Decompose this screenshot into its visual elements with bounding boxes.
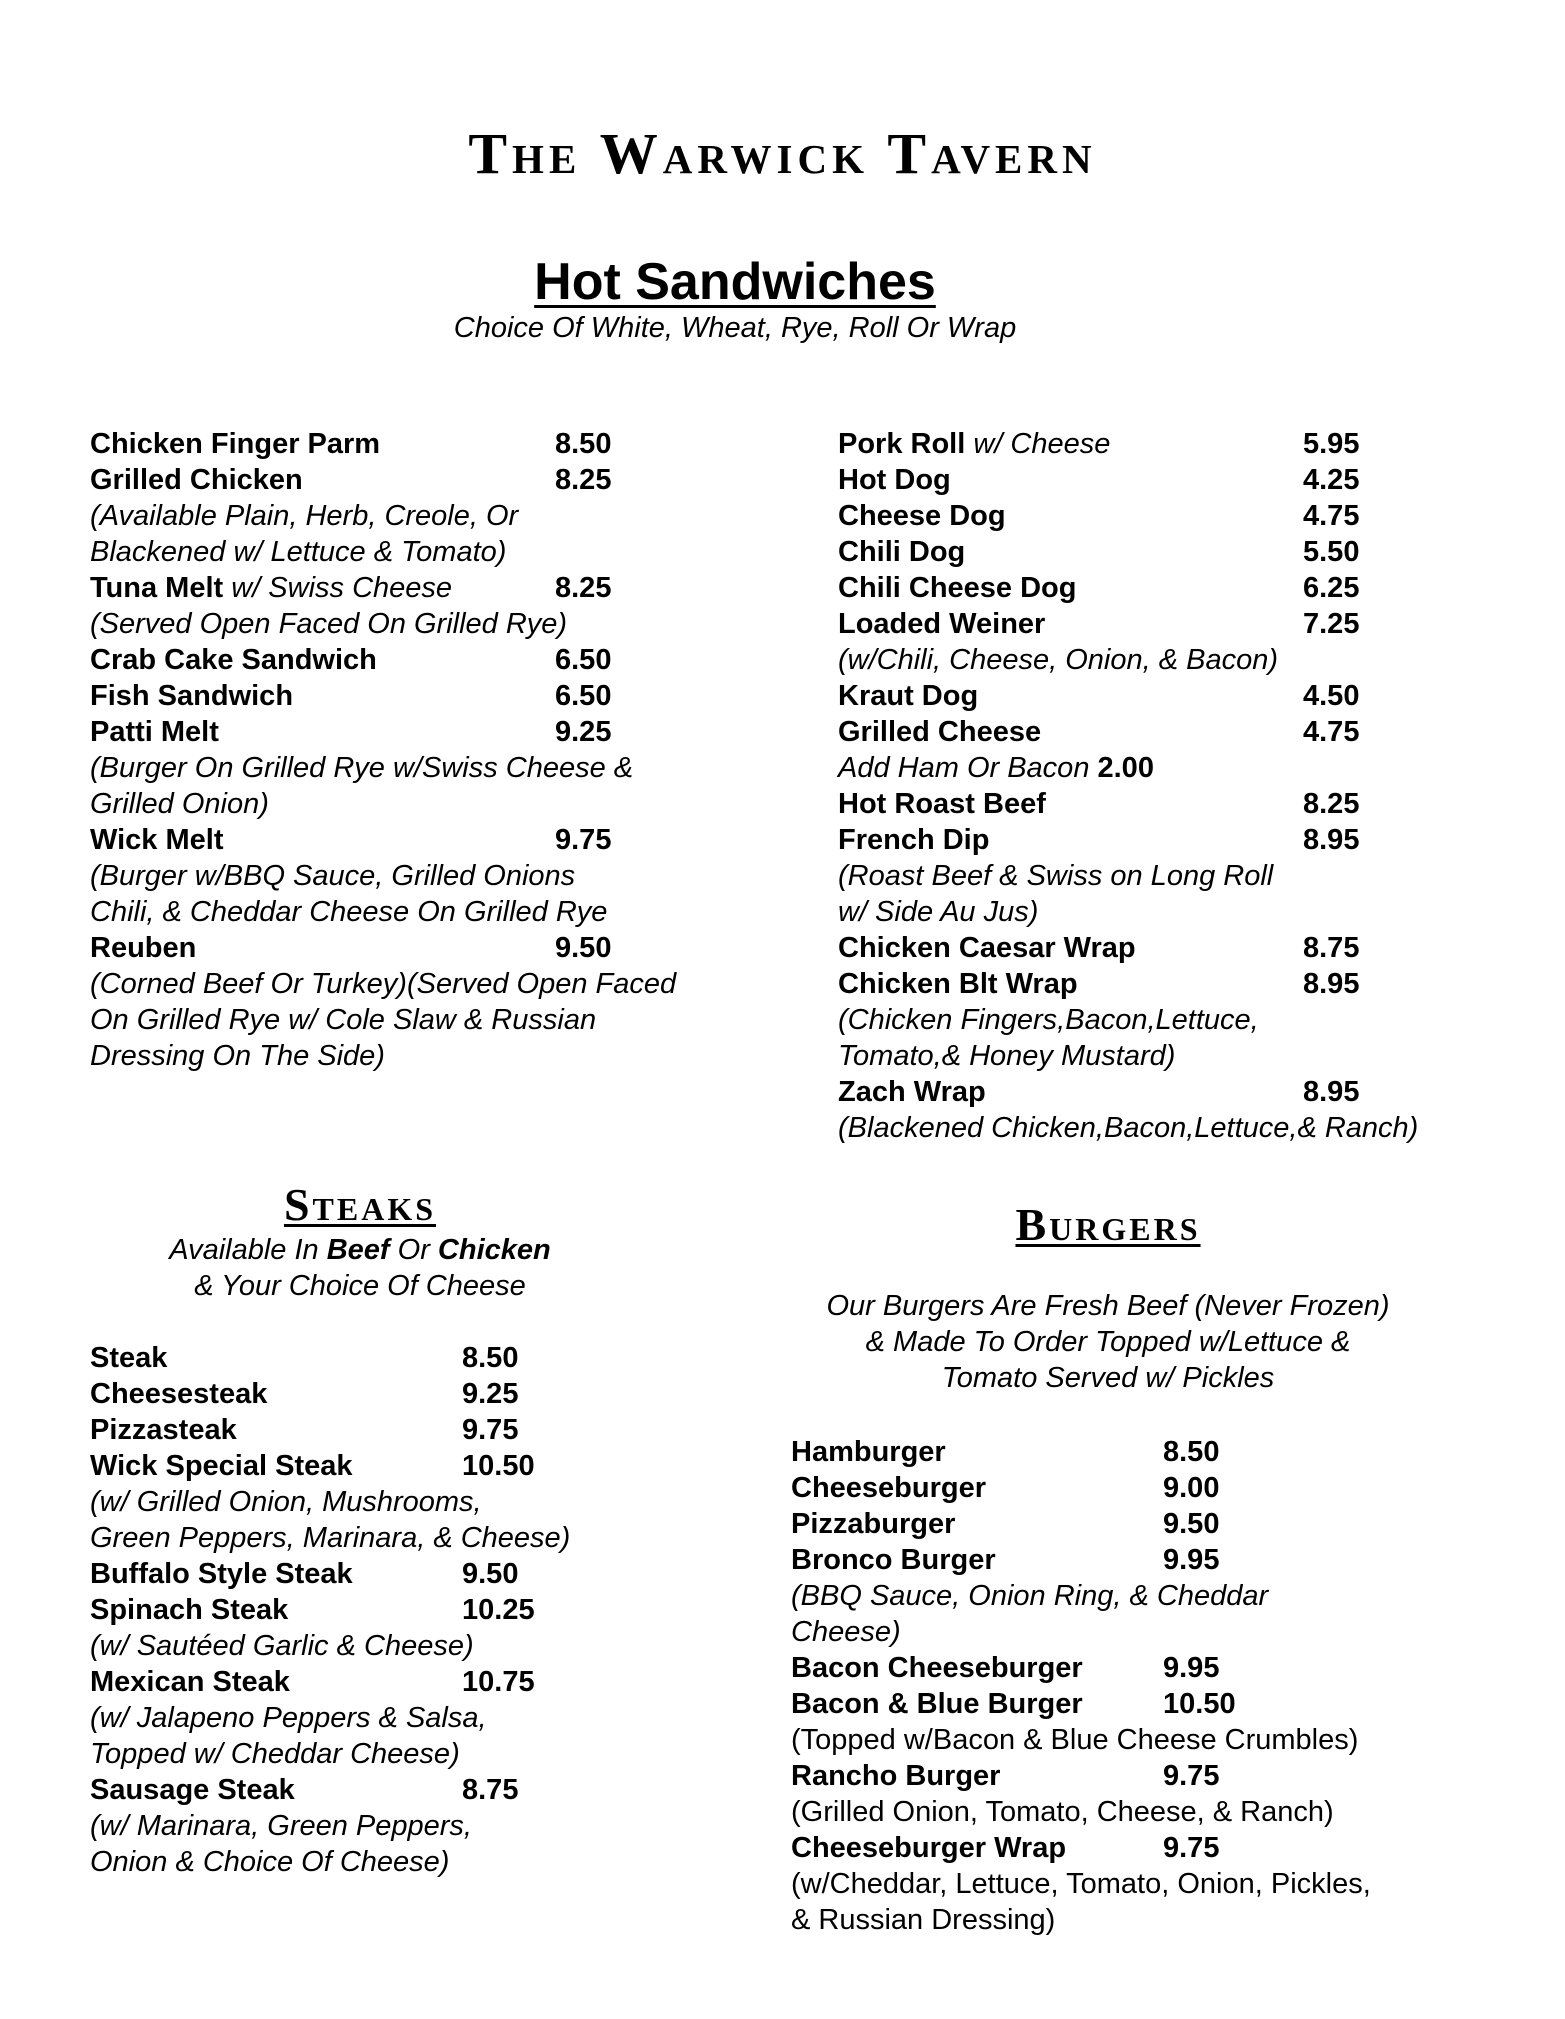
menu-item-price: 10.75 (462, 1666, 535, 1698)
menu-item (90, 570, 770, 606)
steaks-subtitle-or: Or (389, 1234, 438, 1266)
menu-item-name: Rancho Burger (791, 1760, 1001, 1792)
menu-item-name: Bronco Burger (791, 1544, 996, 1576)
menu-item-description: (Roast Beef & Swiss on Long Roll (838, 860, 1274, 892)
menu-item-name: Reuben (90, 932, 197, 964)
menu-item-price: 8.50 (555, 428, 612, 460)
burgers-subtitle-line-1: Our Burgers Are Fresh Beef (Never Frozen) (826, 1290, 1390, 1322)
menu-item-price: 6.25 (1303, 572, 1360, 604)
menu-item (791, 1758, 1471, 1794)
menu-item-modifier: w/ Cheese (965, 428, 1111, 460)
hot-sandwiches-right-column (838, 426, 1478, 1146)
menu-item (791, 1506, 1471, 1542)
menu-item-price: 8.95 (1303, 968, 1360, 1000)
menu-item-description: (Burger On Grilled Rye w/Swiss Cheese & (90, 752, 634, 784)
hot-sandwiches-left-column (90, 426, 770, 1074)
menu-item-price: 9.25 (555, 716, 612, 748)
menu-item-description: Grilled Onion) (90, 788, 269, 820)
steaks-subtitle-beef: Beef (326, 1234, 390, 1266)
menu-item-name: Grilled Chicken (90, 464, 303, 496)
menu-item-price: 4.75 (1303, 500, 1360, 532)
menu-item-price: 5.95 (1303, 428, 1360, 460)
burgers-subtitle-line-2: & Made To Order Topped w/Lettuce & (865, 1326, 1351, 1358)
menu-item-description: Topped w/ Cheddar Cheese) (90, 1738, 460, 1770)
menu-item-description: w/ Side Au Jus) (838, 896, 1039, 928)
restaurant-title: The Warwick Tavern (468, 121, 1097, 186)
menu-item-description: Blackened w/ Lettuce & Tomato) (90, 536, 507, 568)
menu-item-name: Cheeseburger Wrap (791, 1832, 1067, 1864)
menu-item-name: Bacon Cheeseburger (791, 1652, 1083, 1684)
menu-item-description: Dressing On The Side) (90, 1040, 385, 1072)
menu-item-price: 6.50 (555, 680, 612, 712)
menu-item-price: 9.50 (555, 932, 612, 964)
menu-item-name: Hamburger (791, 1436, 946, 1468)
menu-item-name: Pork Roll (838, 428, 966, 460)
menu-item-addon-price: 2.00 (1097, 752, 1154, 784)
menu-item (90, 1448, 650, 1484)
menu-item (90, 822, 770, 858)
menu-item (90, 678, 770, 714)
menu-item-name: French Dip (838, 824, 990, 856)
menu-item-name: Steak (90, 1342, 168, 1374)
menu-item-description: Green Peppers, Marinara, & Cheese) (90, 1522, 571, 1554)
menu-item-price: 9.50 (1163, 1508, 1220, 1540)
menu-item (90, 426, 770, 462)
menu-item-name: Hot Roast Beef (838, 788, 1046, 820)
menu-item-name: Mexican Steak (90, 1666, 290, 1698)
menu-item-addon (838, 750, 1478, 786)
menu-item (838, 606, 1478, 642)
menu-item (90, 930, 770, 966)
menu-item (838, 1074, 1478, 1110)
menu-item-description: (Grilled Onion, Tomato, Cheese, & Ranch) (791, 1796, 1334, 1828)
menu-item (838, 966, 1478, 1002)
menu-item-price: 8.25 (555, 572, 612, 604)
menu-item-name: Loaded Weiner (838, 608, 1046, 640)
menu-item-name: Chili Cheese Dog (838, 572, 1077, 604)
menu-item-price: 9.75 (1163, 1832, 1220, 1864)
menu-item-description: (Topped w/Bacon & Blue Cheese Crumbles) (791, 1724, 1359, 1756)
menu-item (791, 1434, 1471, 1470)
menu-item-price: 10.50 (462, 1450, 535, 1482)
menu-item-price: 8.95 (1303, 824, 1360, 856)
menu-item-price: 4.75 (1303, 716, 1360, 748)
menu-item-name: Zach Wrap (838, 1076, 986, 1108)
menu-item-description: (w/Chili, Cheese, Onion, & Bacon) (838, 644, 1279, 676)
burgers-subtitle-line-3: Tomato Served w/ Pickles (941, 1362, 1275, 1394)
menu-item-price: 4.25 (1303, 464, 1360, 496)
menu-item (838, 570, 1478, 606)
menu-item-name: Wick Special Steak (90, 1450, 353, 1482)
menu-item (791, 1830, 1471, 1866)
menu-item-price: 9.75 (1163, 1760, 1220, 1792)
menu-item (838, 714, 1478, 750)
menu-item-description: Tomato,& Honey Mustard) (838, 1040, 1176, 1072)
menu-item-description: (Corned Beef Or Turkey)(Served Open Faced (90, 968, 677, 1000)
menu-item-description: & Russian Dressing) (791, 1904, 1056, 1936)
menu-item-price: 9.25 (462, 1378, 519, 1410)
steaks-subtitle-line-2: & Your Choice Of Cheese (194, 1270, 526, 1302)
menu-item (791, 1650, 1471, 1686)
menu-item-name: Cheese Dog (838, 500, 1006, 532)
menu-item (838, 462, 1478, 498)
menu-item-description: (Available Plain, Herb, Creole, Or (90, 500, 519, 532)
menu-item-price: 8.25 (555, 464, 612, 496)
menu-item (90, 642, 770, 678)
menu-item-price: 9.75 (462, 1414, 519, 1446)
menu-item (838, 786, 1478, 822)
menu-item-description: Cheese) (791, 1616, 901, 1648)
menu-item (791, 1686, 1471, 1722)
menu-item-description: (w/ Grilled Onion, Mushrooms, (90, 1486, 482, 1518)
menu-item (791, 1542, 1471, 1578)
menu-item-name: Cheesesteak (90, 1378, 268, 1410)
menu-item-modifier: w/ Swiss Cheese (223, 572, 453, 604)
steaks-heading: Steaks (283, 1179, 437, 1230)
menu-item-price: 8.25 (1303, 788, 1360, 820)
menu-item-name: Chicken Caesar Wrap (838, 932, 1136, 964)
menu-item (90, 1592, 650, 1628)
burgers-column (791, 1434, 1471, 1938)
menu-item (90, 1412, 650, 1448)
menu-item-price: 8.95 (1303, 1076, 1360, 1108)
steaks-subtitle-line-1 (90, 1232, 630, 1268)
menu-item-price: 8.50 (1163, 1436, 1220, 1468)
menu-item-name: Cheeseburger (791, 1472, 987, 1504)
menu-item (90, 1340, 650, 1376)
menu-item-description: (w/ Sautéed Garlic & Cheese) (90, 1630, 474, 1662)
menu-item-price: 7.25 (1303, 608, 1360, 640)
hot-sandwiches-subtitle: Choice Of White, Wheat, Rye, Roll Or Wrap (453, 312, 1017, 344)
steaks-subtitle (90, 1232, 630, 1304)
menu-item-price: 8.75 (1303, 932, 1360, 964)
menu-item-description: (w/ Marinara, Green Peppers, (90, 1810, 472, 1842)
menu-item-name: Spinach Steak (90, 1594, 289, 1626)
burgers-heading: Burgers (1015, 1199, 1201, 1250)
menu-item (90, 714, 770, 750)
menu-item-name: Tuna Melt (90, 572, 224, 604)
menu-item (90, 1556, 650, 1592)
menu-item-name: Fish Sandwich (90, 680, 294, 712)
menu-item (90, 1664, 650, 1700)
menu-item-price: 4.50 (1303, 680, 1360, 712)
menu-item-price: 9.00 (1163, 1472, 1220, 1504)
steaks-column (90, 1340, 650, 1880)
menu-item-price: 9.95 (1163, 1652, 1220, 1684)
menu-item-name: Kraut Dog (838, 680, 979, 712)
menu-item-price: 6.50 (555, 644, 612, 676)
menu-item-name: Pizzasteak (90, 1414, 237, 1446)
menu-item (90, 1376, 650, 1412)
menu-item (90, 462, 770, 498)
menu-item-description: On Grilled Rye w/ Cole Slaw & Russian (90, 1004, 597, 1036)
menu-item-description: (Blackened Chicken,Bacon,Lettuce,& Ranch) (838, 1112, 1419, 1144)
menu-item-price: 9.50 (462, 1558, 519, 1590)
menu-item (838, 498, 1478, 534)
menu-item-price: 8.50 (462, 1342, 519, 1374)
menu-item-description: Chili, & Cheddar Cheese On Grilled Rye (90, 896, 608, 928)
menu-item-name: Wick Melt (90, 824, 224, 856)
menu-item (838, 426, 1478, 462)
menu-item-name: Chili Dog (838, 536, 966, 568)
hot-sandwiches-heading: Hot Sandwiches (534, 253, 936, 311)
menu-item (838, 822, 1478, 858)
menu-item (838, 678, 1478, 714)
menu-item-name: Patti Melt (90, 716, 219, 748)
menu-item-name: Crab Cake Sandwich (90, 644, 377, 676)
menu-item-name: Hot Dog (838, 464, 951, 496)
menu-item-description: Onion & Choice Of Cheese) (90, 1846, 450, 1878)
menu-item-price: 9.75 (555, 824, 612, 856)
menu-item-description: (BBQ Sauce, Onion Ring, & Cheddar (791, 1580, 1269, 1612)
menu-item-name: Chicken Blt Wrap (838, 968, 1078, 1000)
menu-item-name: Sausage Steak (90, 1774, 295, 1806)
menu-item-name: Pizzaburger (791, 1508, 956, 1540)
menu-item-price: 8.75 (462, 1774, 519, 1806)
burgers-subtitle (778, 1288, 1438, 1396)
menu-item-name: Chicken Finger Parm (90, 428, 381, 460)
menu-item-name: Buffalo Style Steak (90, 1558, 353, 1590)
menu-item-description: (w/Cheddar, Lettuce, Tomato, Onion, Pickles, (791, 1868, 1371, 1900)
menu-item-addon-text: Add Ham Or Bacon (838, 752, 1098, 784)
steaks-subtitle-prefix: Available In (169, 1234, 327, 1266)
menu-item-description: (w/ Jalapeno Peppers & Salsa, (90, 1702, 487, 1734)
menu-item-price: 9.95 (1163, 1544, 1220, 1576)
menu-item-price: 10.50 (1163, 1688, 1236, 1720)
menu-item (838, 534, 1478, 570)
menu-item-description: (Chicken Fingers,Bacon,Lettuce, (838, 1004, 1259, 1036)
menu-item-name: Bacon & Blue Burger (791, 1688, 1083, 1720)
menu-item (838, 930, 1478, 966)
menu-item (90, 1772, 650, 1808)
menu-item-price: 10.25 (462, 1594, 535, 1626)
menu-item-description: (Burger w/BBQ Sauce, Grilled Onions (90, 860, 576, 892)
steaks-subtitle-chicken: Chicken (437, 1234, 551, 1266)
menu-item-price: 5.50 (1303, 536, 1360, 568)
menu-item-description: (Served Open Faced On Grilled Rye) (90, 608, 568, 640)
menu-item-name: Grilled Cheese (838, 716, 1042, 748)
menu-item (791, 1470, 1471, 1506)
